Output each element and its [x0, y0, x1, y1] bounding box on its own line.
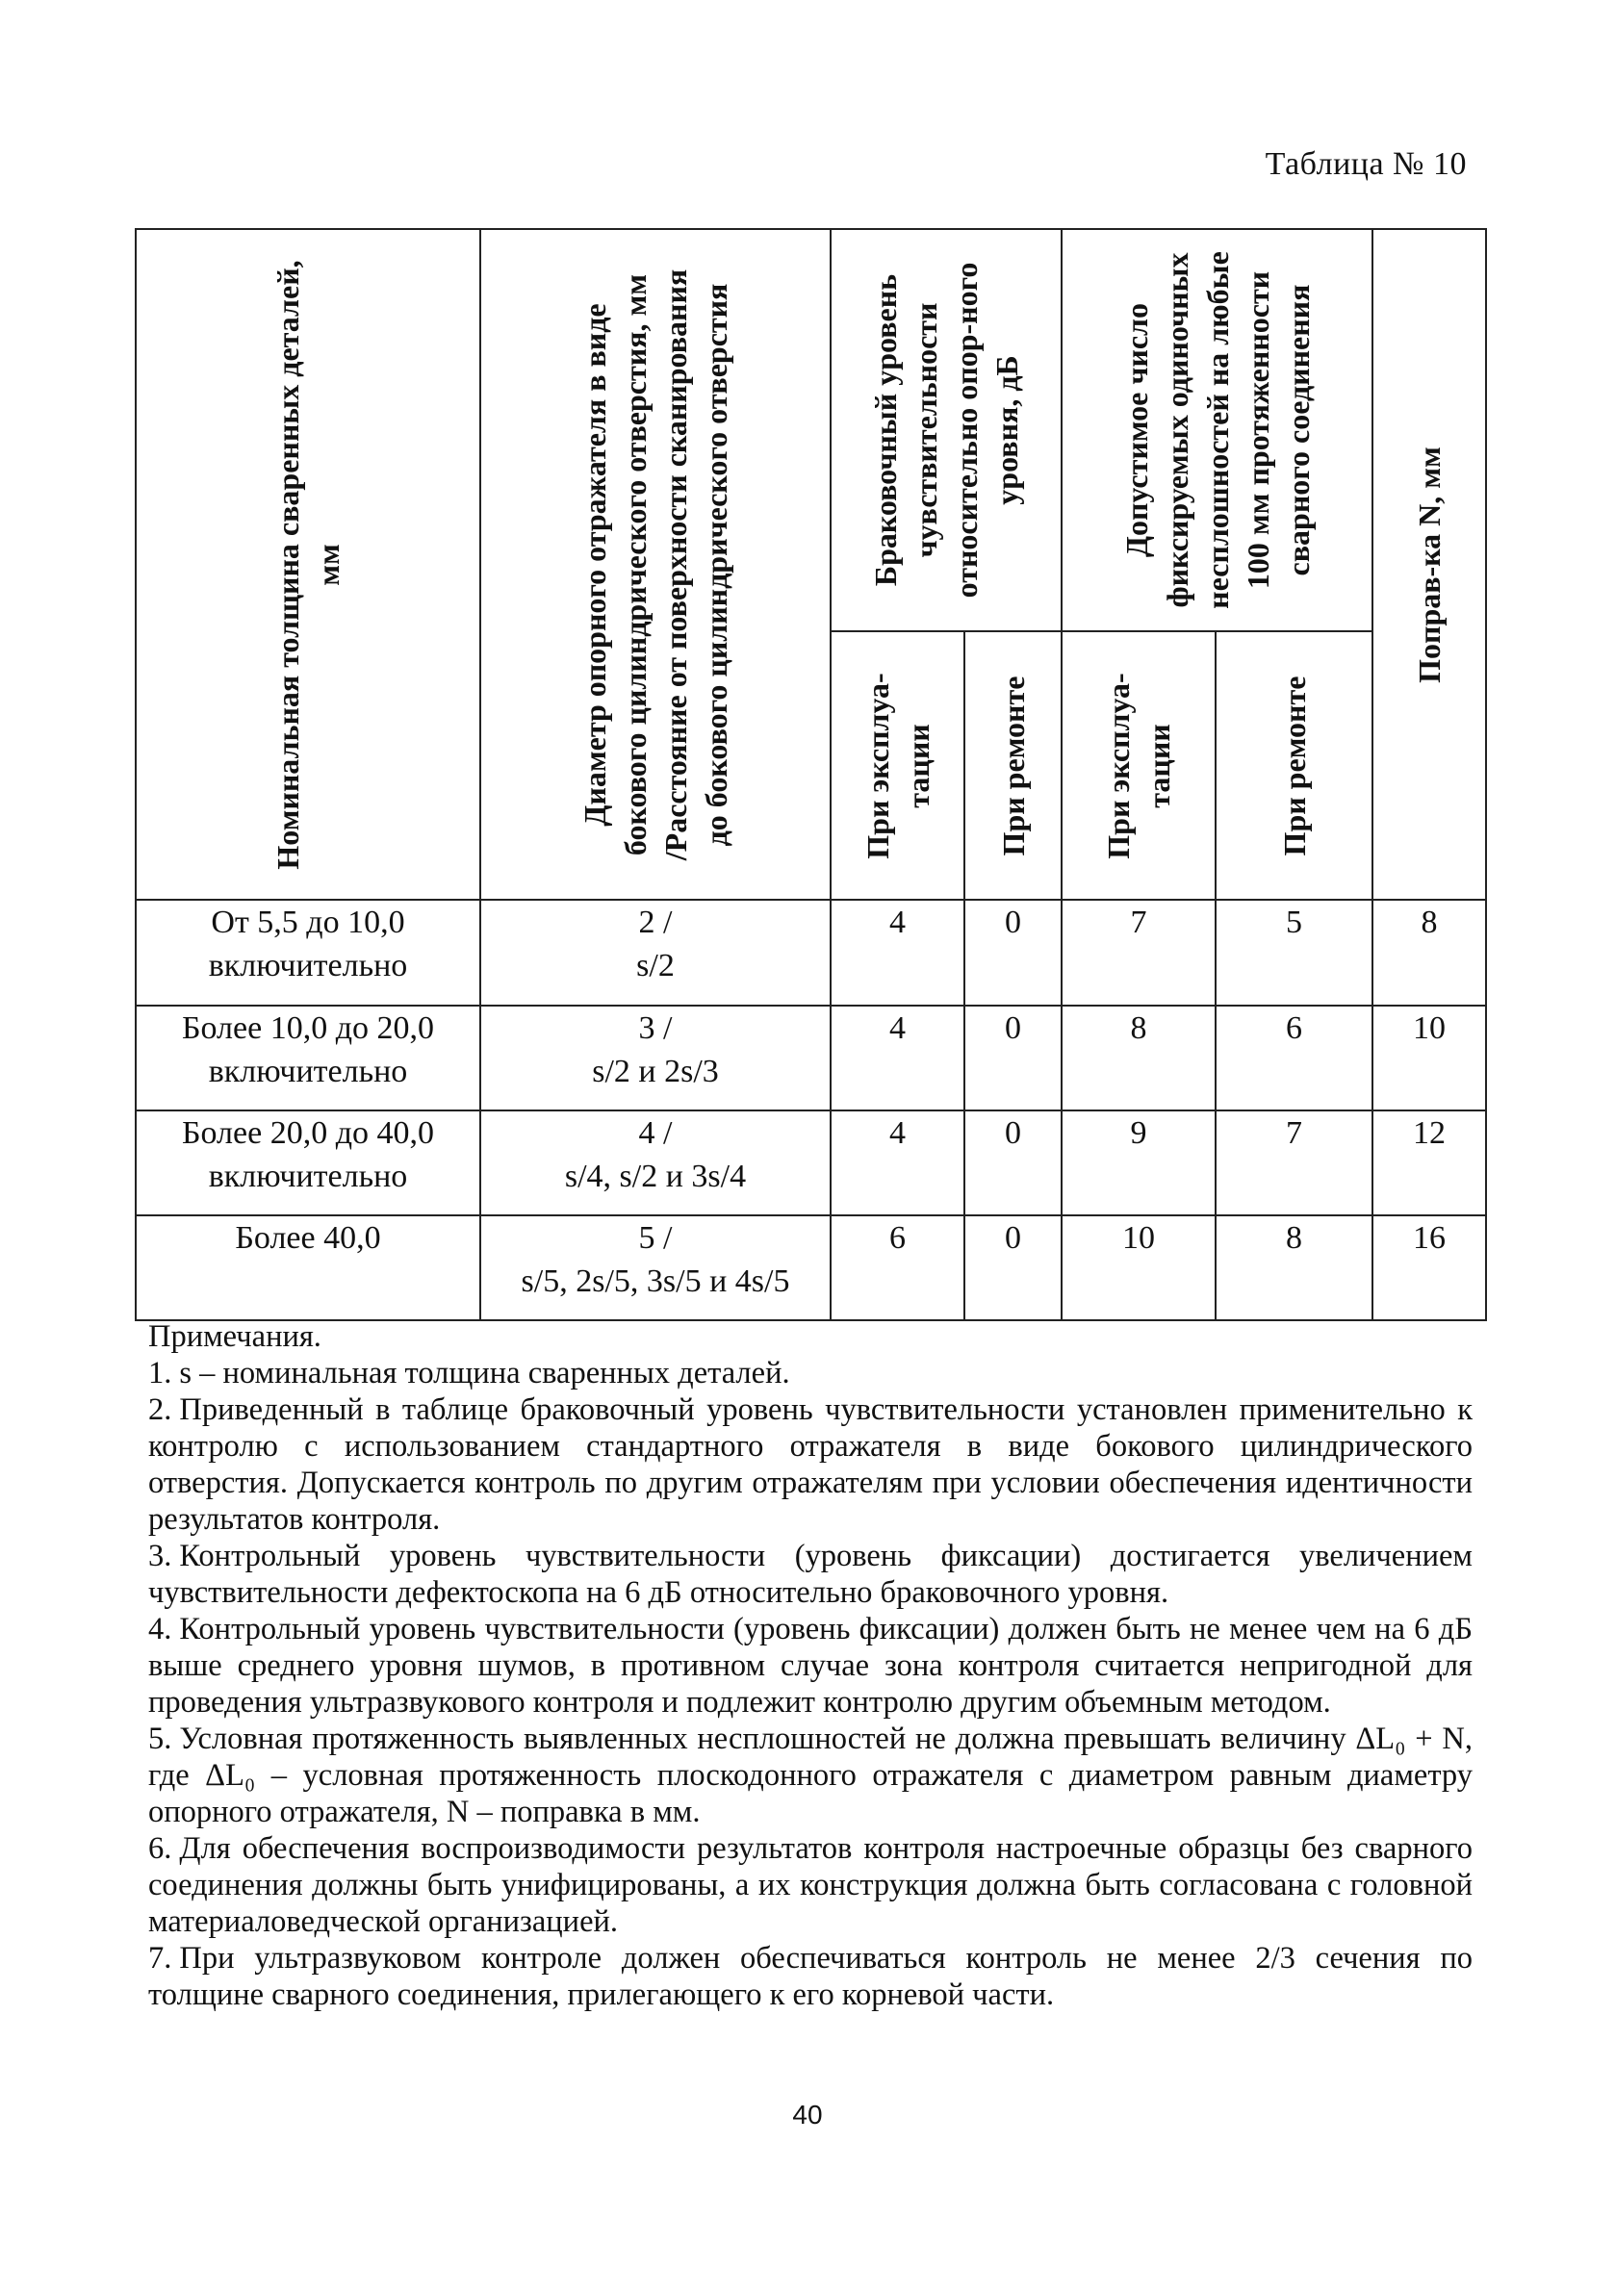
note-text: При ультразвуковом контроле должен обеспечиваться контроль не менее 2/3 сечения по толщине сварного соединения, прилегающего к его корневой части.: [148, 1941, 1473, 2012]
cell-count-repair: 7: [1216, 1110, 1372, 1215]
note-number: 1.: [148, 1356, 172, 1390]
cell-rejection-operation: 6: [831, 1215, 964, 1320]
table-caption: Таблица № 10: [1265, 146, 1467, 182]
cell-correction: 8: [1372, 900, 1486, 1006]
header-correction: Поправ-ка N, мм: [1372, 229, 1486, 900]
header-count-operation: При эксплуа-тации: [1062, 631, 1216, 900]
note-item: [148, 1721, 1473, 1830]
cell-reflector: 5 / s/5, 2s/5, 3s/5 и 4s/5: [480, 1215, 831, 1320]
cell-rejection-repair: 0: [964, 1110, 1062, 1215]
table-row: [136, 1215, 1486, 1320]
cell-rejection-repair: 0: [964, 1215, 1062, 1320]
notes-section: [148, 1318, 1473, 2013]
note-number: 5.: [148, 1722, 172, 1756]
note-item: [148, 1830, 1473, 1940]
table-row: [136, 1110, 1486, 1215]
cell-correction: 16: [1372, 1215, 1486, 1320]
note-text: s – номинальная толщина сваренных деталей.: [179, 1356, 790, 1390]
cell-thickness: Более 40,0: [136, 1215, 480, 1320]
cell-rejection-operation: 4: [831, 1110, 964, 1215]
cell-rejection-operation: 4: [831, 1006, 964, 1110]
note-item: [148, 1355, 1473, 1391]
cell-rejection-repair: 0: [964, 900, 1062, 1006]
note-text: Контрольный уровень чувствительности (уровень фиксации) достигается увеличением чувствительности дефектоскопа на 6 дБ относительно браковочного уровня.: [148, 1539, 1473, 1610]
cell-count-operation: 8: [1062, 1006, 1216, 1110]
cell-correction: 12: [1372, 1110, 1486, 1215]
cell-count-operation: 9: [1062, 1110, 1216, 1215]
note-item: [148, 1940, 1473, 2013]
header-rejection-operation: При эксплуа-тации: [831, 631, 964, 900]
header-rejection-repair: При ремонте: [964, 631, 1062, 900]
cell-count-repair: 8: [1216, 1215, 1372, 1320]
cell-count-repair: 5: [1216, 900, 1372, 1006]
note-number: 2.: [148, 1392, 172, 1427]
note-text: Условная протяженность выявленных несплошностей не должна превышать величину ΔL₀ + N, где ΔL₀ – условная протяженность плоскодонного отражателя с диаметром равным диаметру опорного отражателя, N – поправка в мм.: [148, 1722, 1473, 1829]
cell-thickness: Более 20,0 до 40,0 включительно: [136, 1110, 480, 1215]
cell-thickness: Более 10,0 до 20,0 включительно: [136, 1006, 480, 1110]
page-number: 40: [792, 2100, 823, 2130]
header-rejection-level: Браковочный уровень чувствительности относительно опор-ного уровня, дБ: [831, 229, 1062, 631]
note-text: Для обеспечения воспроизводимости результатов контроля настроечные образцы без сварного соединения должны быть унифицированы, а их конструкция должна быть согласована с головной материаловедческой организацией.: [148, 1831, 1473, 1939]
header-reflector: Диаметр опорного отражателя в виде бокового цилиндрического отверстия, мм /Расстояние от поверхности сканирования до бокового цилиндрического отверстия: [480, 229, 831, 900]
note-number: 6.: [148, 1831, 172, 1866]
note-item: [148, 1538, 1473, 1611]
note-number: 7.: [148, 1941, 172, 1976]
cell-rejection-operation: 4: [831, 900, 964, 1006]
cell-rejection-repair: 0: [964, 1006, 1062, 1110]
note-number: 4.: [148, 1612, 172, 1646]
cell-reflector: 2 / s/2: [480, 900, 831, 1006]
note-number: 3.: [148, 1539, 172, 1573]
cell-correction: 10: [1372, 1006, 1486, 1110]
cell-reflector: 3 / s/2 и 2s/3: [480, 1006, 831, 1110]
cell-thickness: От 5,5 до 10,0 включительно: [136, 900, 480, 1006]
notes-title: Примечания.: [148, 1319, 321, 1354]
note-text: Приведенный в таблице браковочный уровень чувствительности установлен применительно к контролю с использованием стандартного отражателя в виде бокового цилиндрического отверстия. Допускается контроль по другим отражателям при условии обеспечения идентичности результатов контроля.: [148, 1392, 1473, 1537]
cell-reflector: 4 / s/4, s/2 и 3s/4: [480, 1110, 831, 1215]
note-item: [148, 1391, 1473, 1538]
note-item: [148, 1611, 1473, 1721]
cell-count-operation: 7: [1062, 900, 1216, 1006]
header-count-repair: При ремонте: [1216, 631, 1372, 900]
table-row: [136, 1006, 1486, 1110]
data-table: [135, 228, 1487, 1321]
table-row: [136, 900, 1486, 1006]
header-thickness: Номинальная толщина сваренных деталей, мм: [136, 229, 480, 900]
cell-count-repair: 6: [1216, 1006, 1372, 1110]
note-text: Контрольный уровень чувствительности (уровень фиксации) должен быть не менее чем на 6 дБ выше среднего уровня шумов, в противном случае зона контроля считается непригодной для проведения ультразвукового контроля и подлежит контролю другим объемным методом.: [148, 1612, 1473, 1720]
cell-count-operation: 10: [1062, 1215, 1216, 1320]
header-allowed-count: Допустимое число фиксируемых одиночных несплошностей на любые 100 мм протяженности сварного соединения: [1062, 229, 1372, 631]
